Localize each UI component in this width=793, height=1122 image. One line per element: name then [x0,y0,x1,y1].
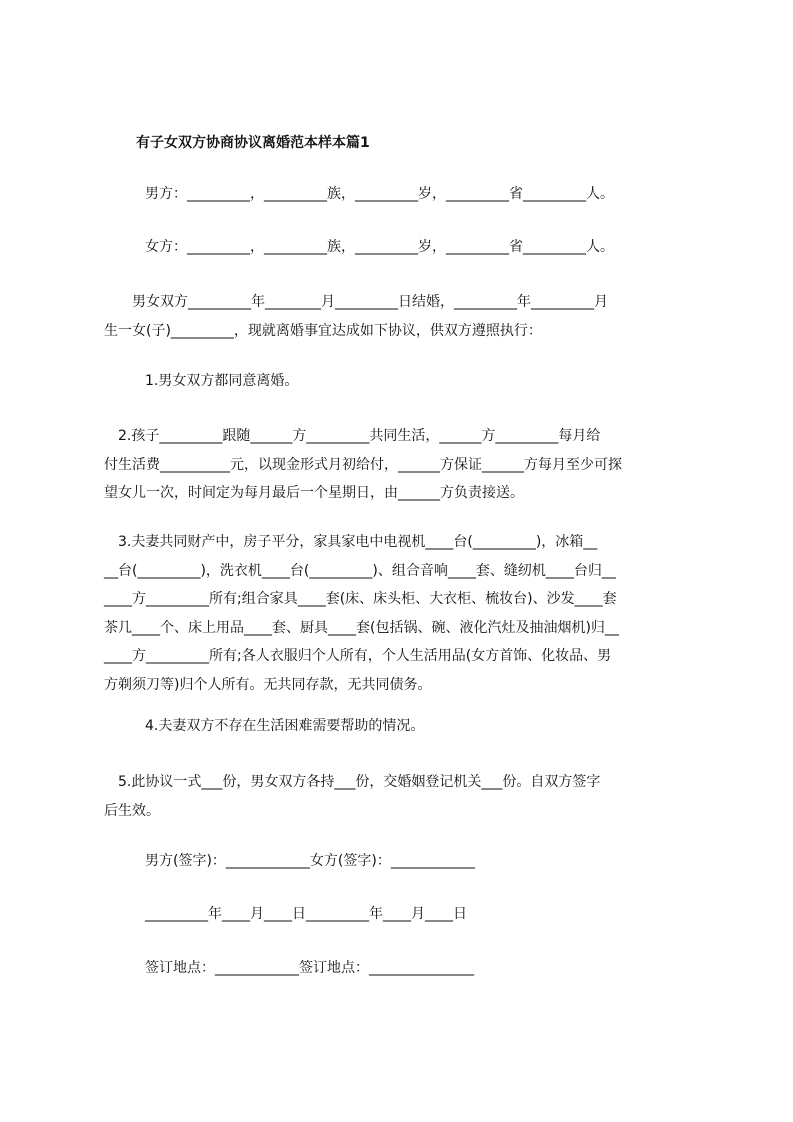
clause-2-line: 望女儿一次，时间定为每月最后一个星期日，由______方负责接送。 [104,485,524,501]
clause-2-line: 2.孩子_________跟随______方_________共同生活，______方_________每月给 [104,428,601,444]
document-title: 有子女双方协商协议离婚范本样本篇1 [136,135,370,151]
male-party-line: 男方：_________，_________族，_________岁，_________省_________人。 [145,186,614,202]
clause-2-line: 付生活费__________元，以现金形式月初给付，______方保证______方每月至少可探 [104,456,622,473]
clause-3-line: ____方_________所有;组合家具____套(床、床头柜、大衣柜、梳妆台)、沙发____套 [104,591,617,607]
clause-3-line: 3.夫妻共同财产中，房子平分，家具家电中电视机____台(_________)，冰箱__ [104,534,598,550]
clause-3-line: ____方_________所有;各人衣服归个人所有，个人生活用品(女方首饰、化妆品、男 [104,648,612,664]
clause-3-paragraph [104,528,700,699]
clause-3-line: 方剃须刀等)归个人所有。无共同存款，无共同债务。 [104,676,432,693]
signing-place-line: 签订地点：____________签订地点：_______________ [145,960,474,976]
female-party-line: 女方：_________，_________族，_________岁，_________省_________人。 [145,239,614,255]
intro-line: 男女双方_________年________月_________日结婚，_________年_________月 [104,294,608,310]
clause-5-paragraph [104,768,700,825]
clause-3-line: __台(_________)，洗衣机____台(_________)、组合音响____套、缝纫机____台归__ [104,562,616,579]
clause-4: 4.夫妻双方不存在生活困难需要帮助的情况。 [145,718,425,734]
signature-line: 男方(签字)：____________女方(签字)：____________ [145,853,475,869]
intro-paragraph [104,288,700,345]
date-line: _________年____月____日_________年____月____日 [145,906,467,922]
clause-5-line: 后生效。 [104,802,160,819]
clause-3-line: 茶几____个、床上用品____套、厨具____套(包括锅、碗、液化汽灶及抽油烟机)归__ [104,619,619,636]
clause-1: 1.男女双方都同意离婚。 [145,373,299,389]
clause-5-line: 5.此协议一式___份，男女双方各持___份，交婚姻登记机关___份。自双方签字 [104,774,601,790]
intro-line: 生一女(子)_________，现就离婚事宜达成如下协议，供双方遵照执行： [104,322,542,339]
clause-2-paragraph [104,422,700,508]
